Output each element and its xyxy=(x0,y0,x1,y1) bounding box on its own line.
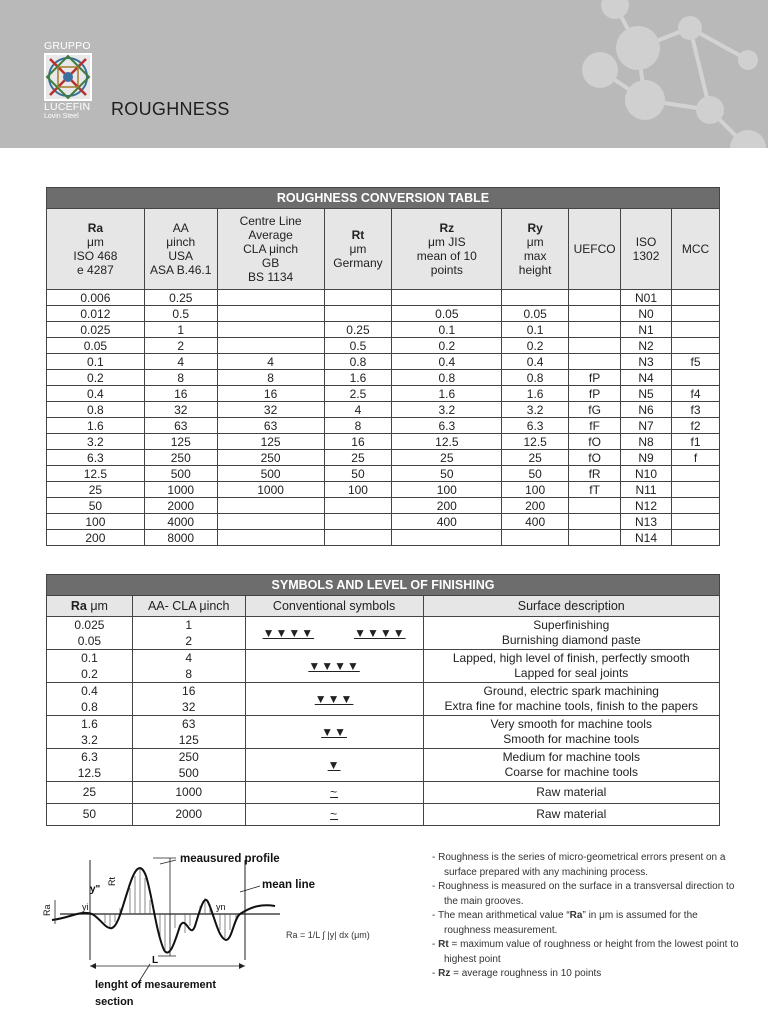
table-cell: N13 xyxy=(621,514,672,530)
table-cell: 4 xyxy=(324,402,392,418)
table-cell: 0.012 xyxy=(47,306,145,322)
finish-triangle-icon: ▼▼▼▼ xyxy=(262,625,315,640)
table-row xyxy=(47,466,720,482)
table-row xyxy=(47,530,720,546)
roughness-profile-diagram xyxy=(40,848,420,1013)
table-cell: 25 xyxy=(502,450,569,466)
logo-emblem-icon xyxy=(44,53,92,101)
table-cell: 500 xyxy=(144,466,217,482)
table-cell: 100 xyxy=(324,482,392,498)
table-cell: 4 xyxy=(132,650,245,667)
table-cell: 32 xyxy=(132,699,245,716)
table-cell: 500 xyxy=(217,466,324,482)
table-row xyxy=(47,402,720,418)
table-cell: f2 xyxy=(671,418,719,434)
table-cell xyxy=(217,338,324,354)
finish-triangle-icon: ▼ xyxy=(327,757,341,772)
table-cell xyxy=(569,514,621,530)
table-cell: 1000 xyxy=(132,782,245,804)
table-cell: 12.5 xyxy=(502,434,569,450)
table-cell xyxy=(217,498,324,514)
table-cell: 2 xyxy=(132,633,245,650)
table-cell: 50 xyxy=(47,804,133,826)
symbols-table-caption: SYMBOLS AND LEVEL OF FINISHING xyxy=(47,575,720,596)
table-cell xyxy=(217,322,324,338)
table-cell: N0 xyxy=(621,306,672,322)
table-cell: 6.3 xyxy=(47,450,145,466)
finish-triangle-icon: ▼▼▼▼ xyxy=(354,625,406,640)
table-cell: 8000 xyxy=(144,530,217,546)
table-cell: 0.8 xyxy=(324,354,392,370)
table-cell: 25 xyxy=(47,482,145,498)
table-cell: N3 xyxy=(621,354,672,370)
table-cell: 0.2 xyxy=(47,666,133,683)
table-cell: 0.25 xyxy=(324,322,392,338)
table-cell: 0.1 xyxy=(47,354,145,370)
table-cell: 0.025 xyxy=(47,617,133,634)
table-cell: 16 xyxy=(144,386,217,402)
table-cell: 63 xyxy=(132,716,245,733)
table-row xyxy=(47,482,720,498)
table-cell: 125 xyxy=(217,434,324,450)
table-cell: 100 xyxy=(47,514,145,530)
table-row xyxy=(47,617,720,634)
table-cell: 4000 xyxy=(144,514,217,530)
table-cell: 0.2 xyxy=(502,338,569,354)
table-cell xyxy=(324,514,392,530)
table-cell: f1 xyxy=(671,434,719,450)
table-cell: 0.2 xyxy=(392,338,502,354)
table-cell: 200 xyxy=(47,530,145,546)
table-cell: 500 xyxy=(132,765,245,782)
table-cell: 2000 xyxy=(144,498,217,514)
table-cell: N11 xyxy=(621,482,672,498)
table-cell: 12.5 xyxy=(47,466,145,482)
table-row xyxy=(47,782,720,804)
table-cell: 250 xyxy=(217,450,324,466)
table-cell: 3.2 xyxy=(502,402,569,418)
conversion-column-header: ISO 1302 xyxy=(621,209,672,290)
note-item: - Rz = average roughness in 10 points xyxy=(432,968,602,979)
note-item: - Roughness is measured on the surface in a transversal direction to the main grooves. xyxy=(432,881,735,907)
table-cell xyxy=(671,498,719,514)
conversion-column-header: UEFCO xyxy=(569,209,621,290)
table-cell: 2.5 xyxy=(324,386,392,402)
table-cell: fG xyxy=(569,402,621,418)
table-cell: 400 xyxy=(502,514,569,530)
surface-description: Raw material xyxy=(423,782,719,804)
table-cell: N6 xyxy=(621,402,672,418)
table-cell: N7 xyxy=(621,418,672,434)
note-item: - Roughness is the series of micro-geometrical errors present on a surface prepared with any machining process. xyxy=(432,852,726,878)
table-cell: 1.6 xyxy=(47,418,145,434)
table-row xyxy=(47,450,720,466)
logo-sub-text: Lovin Steel xyxy=(44,113,79,120)
table-cell xyxy=(569,530,621,546)
table-row xyxy=(47,804,720,826)
page-header xyxy=(0,0,768,148)
logo-top-text: GRUPPO xyxy=(44,40,91,52)
table-cell: 6.3 xyxy=(392,418,502,434)
table-cell: 250 xyxy=(132,749,245,766)
table-cell: 250 xyxy=(144,450,217,466)
table-cell: 50 xyxy=(47,498,145,514)
table-cell: 0.4 xyxy=(47,386,145,402)
table-cell: 8 xyxy=(144,370,217,386)
table-cell: 6.3 xyxy=(47,749,133,766)
conventional-symbol xyxy=(245,716,423,749)
table-cell xyxy=(569,498,621,514)
surface-description: Medium for machine tools Coarse for machine tools xyxy=(423,749,719,782)
table-cell: N14 xyxy=(621,530,672,546)
table-row xyxy=(47,354,720,370)
table-cell: fR xyxy=(569,466,621,482)
table-cell: N5 xyxy=(621,386,672,402)
table-cell: 16 xyxy=(132,683,245,700)
note-item: - Rt = maximum value of roughness or height from the lowest point to highest point xyxy=(432,939,739,965)
conventional-symbol xyxy=(245,749,423,782)
table-cell: 100 xyxy=(502,482,569,498)
table-cell: 1000 xyxy=(217,482,324,498)
conversion-column-header: Rz μm JIS mean of 10 points xyxy=(392,209,502,290)
table-cell: 0.8 xyxy=(47,699,133,716)
table-cell: N2 xyxy=(621,338,672,354)
table-cell: 8 xyxy=(132,666,245,683)
table-cell: 0.025 xyxy=(47,322,145,338)
table-cell: 0.5 xyxy=(144,306,217,322)
conversion-column-header: MCC xyxy=(671,209,719,290)
table-cell: 1 xyxy=(144,322,217,338)
table-cell: 100 xyxy=(392,482,502,498)
conversion-column-header: Ra μm ISO 468 e 4287 xyxy=(47,209,145,290)
table-cell: fF xyxy=(569,418,621,434)
table-row xyxy=(47,749,720,766)
symbols-column-header: Conventional symbols xyxy=(245,596,423,617)
table-cell: 2 xyxy=(144,338,217,354)
table-cell: N9 xyxy=(621,450,672,466)
table-cell xyxy=(569,338,621,354)
table-row xyxy=(47,290,720,306)
table-cell: 0.05 xyxy=(392,306,502,322)
table-cell xyxy=(671,370,719,386)
table-cell: 3.2 xyxy=(47,732,133,749)
table-cell: fP xyxy=(569,386,621,402)
conventional-symbol xyxy=(245,617,423,650)
table-row xyxy=(47,370,720,386)
table-cell: 0.006 xyxy=(47,290,145,306)
table-cell: N10 xyxy=(621,466,672,482)
surface-description: Ground, electric spark machining Extra fine for machine tools, finish to the papers xyxy=(423,683,719,716)
rt-label: Rt xyxy=(107,877,117,886)
table-cell: 0.1 xyxy=(502,322,569,338)
table-cell: 0.05 xyxy=(47,633,133,650)
conversion-column-header: Ry μm max height xyxy=(502,209,569,290)
finish-triangle-icon: ~ xyxy=(330,807,339,821)
roughness-conversion-table xyxy=(46,187,720,546)
length-label-line1: lenght of mesaurement xyxy=(95,979,217,991)
table-cell: 25 xyxy=(324,450,392,466)
table-cell: 1.6 xyxy=(47,716,133,733)
surface-description: Raw material xyxy=(423,804,719,826)
ra-formula: Ra = 1/L ∫ |y| dx (μm) xyxy=(286,930,370,940)
l-label: L xyxy=(152,955,159,966)
table-cell: 16 xyxy=(324,434,392,450)
table-cell: 0.4 xyxy=(47,683,133,700)
surface-description: Lapped, high level of finish, perfectly smooth Lapped for seal joints xyxy=(423,650,719,683)
conventional-symbol xyxy=(245,804,423,826)
table-cell: 125 xyxy=(132,732,245,749)
conversion-column-header: Centre Line Average CLA μinch GB BS 1134 xyxy=(217,209,324,290)
table-cell: 6.3 xyxy=(502,418,569,434)
surface-description: Very smooth for machine tools Smooth for machine tools xyxy=(423,716,719,749)
table-cell xyxy=(324,306,392,322)
table-cell: N12 xyxy=(621,498,672,514)
table-cell: 1 xyxy=(132,617,245,634)
table-cell: 0.8 xyxy=(502,370,569,386)
y-double-prime-label: y" xyxy=(90,884,101,895)
roughness-notes xyxy=(430,851,740,982)
table-cell: 400 xyxy=(392,514,502,530)
table-cell: fO xyxy=(569,450,621,466)
table-row xyxy=(47,338,720,354)
table-cell xyxy=(569,322,621,338)
table-cell: 32 xyxy=(217,402,324,418)
table-cell: 0.05 xyxy=(47,338,145,354)
table-cell: 32 xyxy=(144,402,217,418)
conventional-symbol xyxy=(245,683,423,716)
table-cell: 50 xyxy=(502,466,569,482)
table-cell: 2000 xyxy=(132,804,245,826)
measured-profile-label: meausured profile xyxy=(180,853,280,865)
table-cell: 0.1 xyxy=(47,650,133,667)
table-cell xyxy=(217,290,324,306)
table-cell: 12.5 xyxy=(47,765,133,782)
table-cell xyxy=(502,290,569,306)
table-row xyxy=(47,498,720,514)
table-row xyxy=(47,650,720,667)
table-cell: 0.2 xyxy=(47,370,145,386)
molecule-decoration-icon xyxy=(560,0,768,148)
finish-triangle-icon: ▼▼▼ xyxy=(314,691,354,706)
table-cell: f xyxy=(671,450,719,466)
table-cell: fO xyxy=(569,434,621,450)
table-cell: 1.6 xyxy=(392,386,502,402)
table-cell: f4 xyxy=(671,386,719,402)
table-cell: 63 xyxy=(144,418,217,434)
table-cell xyxy=(392,530,502,546)
mean-line-label: mean line xyxy=(262,879,316,891)
table-cell: 4 xyxy=(144,354,217,370)
table-cell: 63 xyxy=(217,418,324,434)
table-cell: 25 xyxy=(392,450,502,466)
table-cell xyxy=(324,290,392,306)
table-cell: 200 xyxy=(392,498,502,514)
table-cell: 3.2 xyxy=(47,434,145,450)
conversion-column-header: AA μinch USA ASA B.46.1 xyxy=(144,209,217,290)
table-cell xyxy=(569,290,621,306)
table-cell: 0.4 xyxy=(502,354,569,370)
table-cell: 0.1 xyxy=(392,322,502,338)
table-row xyxy=(47,434,720,450)
table-row xyxy=(47,306,720,322)
table-cell: 1.6 xyxy=(324,370,392,386)
table-cell: 0.8 xyxy=(392,370,502,386)
table-cell xyxy=(671,530,719,546)
table-row xyxy=(47,386,720,402)
table-cell: 1.6 xyxy=(502,386,569,402)
table-cell: 16 xyxy=(217,386,324,402)
aa-column-header: AA- CLA μinch xyxy=(132,596,245,617)
table-cell: 1000 xyxy=(144,482,217,498)
table-cell: 0.4 xyxy=(392,354,502,370)
conventional-symbol xyxy=(245,782,423,804)
table-cell xyxy=(569,354,621,370)
table-cell xyxy=(671,322,719,338)
table-row xyxy=(47,514,720,530)
yi-label: yi xyxy=(82,902,89,912)
table-cell xyxy=(392,290,502,306)
surface-description: Superfinishing Burnishing diamond paste xyxy=(423,617,719,650)
table-cell: 0.25 xyxy=(144,290,217,306)
table-cell xyxy=(671,466,719,482)
table-cell: 8 xyxy=(324,418,392,434)
table-cell: f3 xyxy=(671,402,719,418)
table-row xyxy=(47,716,720,733)
table-row xyxy=(47,683,720,700)
table-cell xyxy=(217,306,324,322)
gruppo-lucefin-logo xyxy=(44,41,96,120)
table-cell: N01 xyxy=(621,290,672,306)
symbols-finishing-table xyxy=(46,574,720,826)
conventional-symbol xyxy=(245,650,423,683)
table-cell: 4 xyxy=(217,354,324,370)
description-column-header: Surface description xyxy=(423,596,719,617)
finish-triangle-icon: ▼▼ xyxy=(321,724,347,739)
table-cell: fT xyxy=(569,482,621,498)
table-cell: fP xyxy=(569,370,621,386)
conversion-column-header: Rt μm Germany xyxy=(324,209,392,290)
table-cell xyxy=(217,530,324,546)
ra-column-header: Ra μm xyxy=(47,596,133,617)
table-cell: 0.05 xyxy=(502,306,569,322)
logo-bottom-text: LUCEFIN xyxy=(44,101,91,113)
finish-triangle-icon: ~ xyxy=(330,785,339,799)
table-cell: 0.5 xyxy=(324,338,392,354)
table-cell xyxy=(671,338,719,354)
yn-label: yn xyxy=(216,902,226,912)
table-cell: f5 xyxy=(671,354,719,370)
table-cell: 50 xyxy=(324,466,392,482)
length-label-line2: section xyxy=(95,996,134,1008)
table-cell xyxy=(671,306,719,322)
table-row xyxy=(47,418,720,434)
table-cell: 50 xyxy=(392,466,502,482)
table-cell xyxy=(324,530,392,546)
table-cell: 200 xyxy=(502,498,569,514)
table-cell: 12.5 xyxy=(392,434,502,450)
table-cell xyxy=(502,530,569,546)
table-cell xyxy=(671,290,719,306)
table-cell xyxy=(324,498,392,514)
table-cell xyxy=(671,514,719,530)
table-cell xyxy=(671,482,719,498)
conversion-table-caption: ROUGHNESS CONVERSION TABLE xyxy=(47,188,720,209)
table-cell: 125 xyxy=(144,434,217,450)
note-item: - The mean arithmetical value “Ra” in μm is assumed for the roughness measurement. xyxy=(432,910,698,936)
table-cell: 0.8 xyxy=(47,402,145,418)
table-cell: N4 xyxy=(621,370,672,386)
finish-triangle-icon: ▼▼▼▼ xyxy=(308,658,360,673)
table-cell: N1 xyxy=(621,322,672,338)
table-cell: 25 xyxy=(47,782,133,804)
table-row xyxy=(47,322,720,338)
table-cell: 3.2 xyxy=(392,402,502,418)
page-title: ROUGHNESS xyxy=(111,99,230,119)
table-cell: N8 xyxy=(621,434,672,450)
table-cell: 8 xyxy=(217,370,324,386)
ra-label: Ra xyxy=(42,904,52,916)
table-cell xyxy=(569,306,621,322)
table-cell xyxy=(217,514,324,530)
